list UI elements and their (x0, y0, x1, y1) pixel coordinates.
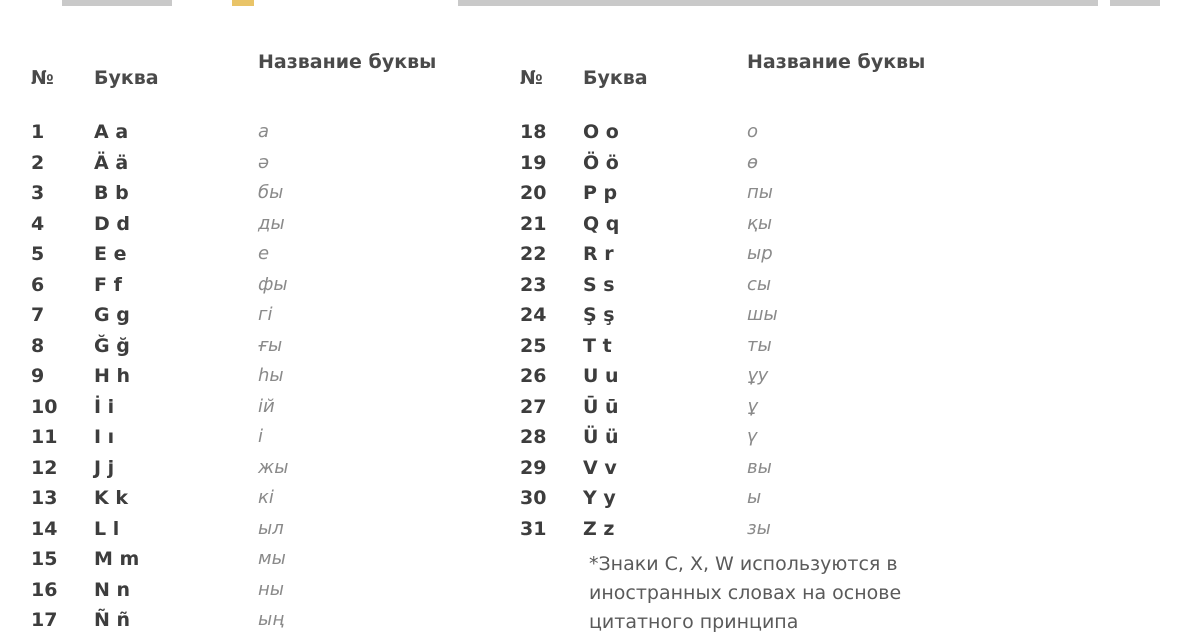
table-row (520, 300, 980, 330)
row-letter-name: ө (747, 151, 759, 173)
row-number: 25 (520, 334, 547, 357)
row-letter: Q q (583, 212, 620, 235)
row-letter: G g (94, 304, 130, 326)
row-letter: U u (583, 365, 619, 387)
row-number: 21 (520, 212, 547, 235)
row-letter-name: қы (747, 212, 773, 234)
table-row (31, 605, 491, 635)
table-row (31, 514, 491, 544)
row-number: 16 (31, 578, 58, 601)
row-letter-name: о (747, 121, 759, 142)
row-number: 18 (520, 121, 547, 143)
table-row (520, 422, 980, 452)
row-letter: M m (94, 548, 140, 570)
row-number: 9 (31, 365, 45, 387)
row-letter: Ü ü (583, 426, 619, 448)
table-row (31, 422, 491, 452)
row-number: 31 (520, 517, 547, 540)
row-number: 3 (31, 182, 45, 204)
table-row (520, 178, 980, 208)
row-letter-name: кі (258, 487, 274, 508)
row-letter-name: гі (258, 304, 273, 325)
row-letter: İ i (94, 395, 115, 418)
row-letter-name: ү (747, 426, 758, 447)
table-row (31, 148, 491, 178)
cropped-text-fragment (62, 0, 172, 6)
row-number: 7 (31, 304, 45, 326)
table-row (31, 544, 491, 574)
row-letter-name: һы (258, 365, 284, 386)
row-letter-name: ұу (747, 365, 769, 386)
row-letter-name: ыр (747, 243, 773, 264)
table-row (31, 361, 491, 391)
row-number: 5 (31, 243, 45, 265)
row-letter: A a (94, 121, 129, 143)
row-letter: T t (583, 334, 612, 357)
table-row (520, 209, 980, 239)
table-row (520, 361, 980, 391)
row-letter: F f (94, 273, 122, 296)
row-letter-name: ұ (747, 395, 758, 417)
row-number: 26 (520, 365, 547, 387)
table-row (31, 300, 491, 330)
row-number: 6 (31, 273, 45, 296)
row-number: 23 (520, 273, 547, 296)
row-letter: Ñ ñ (94, 609, 131, 631)
row-letter: E e (94, 243, 127, 265)
row-letter: Ş ş (583, 304, 615, 326)
table-row (520, 270, 980, 300)
row-letter: I ı (94, 426, 115, 448)
row-letter-name: зы (747, 517, 771, 539)
table-row (31, 178, 491, 208)
table-row (31, 483, 491, 513)
row-letter: Ğ ğ (94, 334, 130, 357)
row-letter-name: бы (258, 182, 284, 203)
row-number: 30 (520, 487, 547, 509)
table-row (31, 209, 491, 239)
row-letter: J j (94, 456, 115, 479)
row-number: 22 (520, 243, 547, 265)
row-letter-name: ы (747, 487, 762, 508)
table-row (520, 331, 980, 361)
row-letter: Ö ö (583, 151, 619, 174)
table-row (520, 117, 980, 147)
table-row (31, 270, 491, 300)
row-letter: Ä ä (94, 151, 129, 174)
column-header-letter-name: Название буквы (258, 51, 437, 73)
row-number: 14 (31, 517, 58, 540)
row-letter: B b (94, 182, 129, 204)
top-cropped-text-line (0, 0, 1200, 8)
row-letter: N n (94, 578, 131, 601)
row-number: 28 (520, 426, 547, 448)
row-letter-name: е (258, 243, 270, 264)
row-letter: Y y (583, 487, 616, 509)
row-letter-name: і (258, 426, 264, 447)
row-number: 13 (31, 487, 58, 509)
column-header-number: № (520, 67, 543, 89)
table-row (31, 392, 491, 422)
row-letter-name: сы (747, 273, 772, 295)
row-letter: L l (94, 517, 120, 540)
row-letter: P p (583, 182, 618, 204)
table-row (520, 514, 980, 544)
row-number: 19 (520, 151, 547, 174)
cropped-text-fragment (1110, 0, 1160, 6)
row-letter-name: ыл (258, 517, 284, 539)
row-letter: H h (94, 365, 131, 387)
row-number: 24 (520, 304, 547, 326)
table-row (31, 453, 491, 483)
row-letter: O o (583, 121, 619, 143)
row-letter-name: ың (258, 609, 285, 630)
row-number: 12 (31, 456, 58, 479)
row-letter: R r (583, 243, 614, 265)
row-letter-name: ій (258, 395, 275, 417)
column-header-letter-name: Название буквы (747, 51, 926, 73)
row-letter-name: жы (258, 456, 289, 478)
table-row (31, 331, 491, 361)
row-letter: Z z (583, 517, 615, 540)
footnote-line: цитатного принципа (589, 611, 799, 633)
row-letter: S s (583, 273, 615, 296)
column-header-letter: Буква (583, 67, 648, 89)
footnote-line: *Знаки C, X, W используются в (589, 553, 898, 575)
row-letter-name: вы (747, 456, 772, 478)
table-row (31, 239, 491, 269)
column-header-number: № (31, 67, 54, 89)
row-letter-name: мы (258, 548, 286, 569)
row-letter-name: ты (747, 334, 772, 356)
column-header-letter: Буква (94, 67, 159, 89)
row-number: 17 (31, 609, 58, 631)
cropped-text-fragment (458, 0, 1098, 6)
table-row (31, 575, 491, 605)
row-number: 8 (31, 334, 45, 357)
row-letter-name: ә (258, 151, 270, 173)
row-number: 11 (31, 426, 58, 448)
table-row (520, 453, 980, 483)
row-letter-name: пы (747, 182, 773, 203)
table-row (520, 392, 980, 422)
cropped-highlight-fragment (232, 0, 254, 6)
row-letter-name: ғы (258, 334, 283, 356)
table-row (520, 239, 980, 269)
row-number: 20 (520, 182, 547, 204)
footnote-line: иностранных словах на основе (589, 582, 902, 604)
table-row (520, 483, 980, 513)
row-letter-name: ны (258, 578, 284, 600)
table-row (31, 117, 491, 147)
row-number: 1 (31, 121, 45, 143)
footnote (589, 550, 949, 637)
row-letter-name: шы (747, 304, 778, 325)
row-letter-name: а (258, 121, 270, 142)
row-number: 2 (31, 151, 45, 174)
row-letter: K k (94, 487, 128, 509)
table-row (520, 148, 980, 178)
row-letter-name: фы (258, 273, 288, 295)
row-number: 15 (31, 548, 58, 570)
row-letter-name: ды (258, 212, 285, 234)
row-letter: Ū ū (583, 395, 619, 418)
row-letter: V v (583, 456, 617, 479)
row-number: 29 (520, 456, 547, 479)
row-letter: D d (94, 212, 130, 235)
row-number: 10 (31, 395, 58, 418)
row-number: 4 (31, 212, 45, 235)
row-number: 27 (520, 395, 547, 418)
